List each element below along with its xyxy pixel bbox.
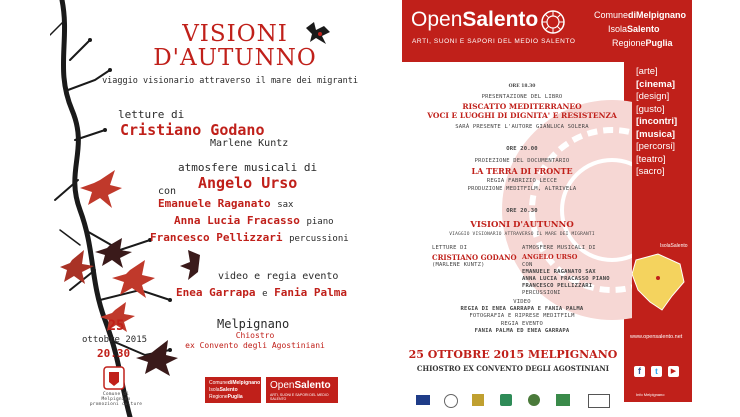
block2-time: ORE 20.00 bbox=[506, 146, 538, 152]
category-arte[interactable]: [arte] bbox=[636, 66, 658, 77]
category-design[interactable]: [design] bbox=[636, 91, 670, 102]
date-day: 25 bbox=[107, 318, 125, 334]
partner-text: Regione bbox=[612, 38, 646, 48]
category-musica[interactable]: [musica] bbox=[636, 128, 676, 140]
logo-text: Isola bbox=[209, 387, 220, 393]
map-label: IsolaSalento bbox=[660, 243, 688, 249]
logo-line bbox=[266, 377, 338, 391]
date-line: 25 OTTOBRE 2015 MELPIGNANO bbox=[408, 348, 618, 361]
block2-title: LA TERRA DI FRONTE bbox=[471, 166, 573, 176]
col2-performer: ANNA LUCIA FRACASSO PIANO bbox=[522, 276, 610, 282]
block1-time: ORE 18.30 bbox=[508, 84, 536, 89]
logo-line bbox=[205, 386, 261, 393]
brand-tagline: ARTI, SUONI E SAPORI DEL MEDIO SALENTO bbox=[412, 38, 576, 45]
website[interactable]: www.opensalento.net bbox=[630, 334, 683, 340]
sponsor-logo-icon bbox=[500, 394, 512, 406]
category-sacro[interactable]: [sacro] bbox=[636, 166, 665, 177]
logo-text: Salento bbox=[219, 387, 238, 393]
logo-opensalento bbox=[266, 377, 338, 403]
performer-instrument: piano bbox=[306, 217, 334, 227]
logo-text: Comune bbox=[209, 380, 228, 386]
performer-name: Anna Lucia Fracasso bbox=[174, 214, 300, 227]
block1-title2: VOCI E LUOGHI DI DIGNITA' E RESISTENZA bbox=[427, 111, 617, 120]
music-label: atmosfere musicali di bbox=[178, 161, 318, 174]
crest-icon bbox=[472, 394, 484, 406]
readings-label: letture di bbox=[118, 108, 185, 121]
performer-name: Francesco Pellizzari bbox=[150, 231, 283, 244]
video-label: video e regia evento bbox=[218, 271, 339, 282]
category-incontri[interactable]: [incontri] bbox=[636, 116, 678, 127]
category-gusto[interactable]: [gusto] bbox=[636, 103, 665, 115]
block3-title: VISIONI D'AUTUNNO bbox=[470, 220, 574, 230]
comune-emblem-icon bbox=[103, 366, 125, 390]
block2-label: PROIEZIONE DEL DOCUMENTARIO bbox=[474, 158, 570, 164]
partner-text: Isola bbox=[608, 24, 628, 34]
category-percorsi[interactable]: [percorsi] bbox=[636, 141, 676, 152]
col2-performer: EMANUELE RAGANATO SAX bbox=[522, 269, 596, 275]
category-cinema[interactable]: [cinema] bbox=[636, 78, 676, 90]
regia-line: FANIA PALMA ED ENEA GARRAPA bbox=[474, 328, 570, 334]
logo-text: Regione bbox=[209, 394, 228, 400]
sponsor-logo-icon bbox=[588, 394, 610, 408]
date-month: ottobre bbox=[82, 335, 120, 345]
performer-row bbox=[158, 197, 293, 210]
director-name: Fania Palma bbox=[274, 286, 348, 299]
date-month-year bbox=[82, 335, 147, 345]
venue-line: CHIOSTRO EX CONVENTO DEGLI AGOSTINIANI bbox=[416, 364, 610, 373]
logo-text: Puglia bbox=[227, 394, 243, 400]
youtube-icon[interactable]: ▶ bbox=[668, 366, 679, 377]
logo-line bbox=[205, 393, 261, 400]
sidebar-note: Info Melpignano bbox=[636, 392, 665, 397]
col1-sub: (MARLENE KUNTZ) bbox=[432, 262, 485, 268]
town-name: Melpignano bbox=[217, 317, 290, 331]
regia-label: REGIA EVENTO bbox=[500, 321, 544, 327]
block3-sub: VIAGGIO VISIONARIO ATTRAVERSO IL MARE DEI MIGRANTI bbox=[449, 232, 595, 237]
col2-con: CON bbox=[522, 262, 533, 268]
partner-isola bbox=[608, 24, 660, 34]
logo-text: Salento bbox=[294, 380, 331, 391]
block1-note: SARÀ PRESENTE L'AUTORE GIANLUCA SOLERA bbox=[455, 124, 589, 130]
poster-title-line2: D'AUTUNNO bbox=[153, 45, 317, 71]
date-time: 20.30 bbox=[97, 347, 131, 360]
sponsor-logo-icon bbox=[528, 394, 540, 406]
col1-name: CRISTIANO GODANO bbox=[432, 253, 517, 262]
partner-comune bbox=[594, 10, 686, 20]
leaves-illustration bbox=[60, 150, 200, 380]
twitter-icon[interactable]: t bbox=[651, 366, 662, 377]
block1-label: PRESENTAZIONE DEL LIBRO bbox=[481, 94, 563, 100]
col2-name: ANGELO URSO bbox=[522, 253, 578, 261]
right-poster bbox=[402, 0, 692, 417]
reader-sub: Marlene Kuntz bbox=[210, 138, 289, 149]
performer-row bbox=[174, 214, 334, 227]
opensalento-sun-icon bbox=[541, 10, 565, 34]
facebook-icon[interactable]: f bbox=[634, 366, 645, 377]
partner-text: Salento bbox=[627, 24, 660, 34]
logo-comune-melpignano bbox=[205, 377, 261, 403]
performer-row bbox=[150, 231, 349, 244]
date-year: 2015 bbox=[125, 335, 148, 345]
performer-name: Emanuele Raganato bbox=[158, 197, 271, 210]
block3-time: ORE 20.30 bbox=[506, 208, 538, 214]
col1-label: LETTURE DI bbox=[432, 245, 468, 251]
eu-flag-icon bbox=[416, 395, 430, 405]
col2-label: ATMOSFERE MUSICALI DI bbox=[522, 245, 596, 251]
map-icon bbox=[628, 250, 688, 314]
directors-conjunction: e bbox=[262, 289, 268, 299]
video-line: REGIA DI ENEA GARRAPA E FANIA PALMA bbox=[460, 306, 584, 312]
category-list bbox=[636, 66, 677, 179]
partner-regione bbox=[612, 38, 673, 48]
partner-text: diMelpignano bbox=[628, 10, 687, 20]
logo-line bbox=[205, 377, 261, 386]
col2-performer: FRANCESCO PELLIZZARI bbox=[522, 283, 593, 289]
leaf-icon bbox=[80, 170, 122, 208]
comune-label: Comune di Melpignano promozioni culture bbox=[89, 392, 143, 407]
category-teatro[interactable]: [teatro] bbox=[636, 153, 666, 165]
block2-note1: REGIA FABRIZIO LECCE bbox=[486, 178, 558, 184]
venue-line1: Chiostro bbox=[235, 331, 275, 340]
con-label: con bbox=[158, 186, 177, 197]
photo-line: FOTOGRAFIA E RIPRESE MEDITFILM bbox=[469, 313, 575, 319]
poster-subtitle: viaggio visionario attraverso il mare dei migranti bbox=[102, 76, 358, 86]
brand-logo bbox=[411, 8, 538, 32]
block1-title1: RISCATTO MEDITERRANEO bbox=[462, 102, 582, 111]
poster-title-line1: VISIONI bbox=[182, 21, 288, 47]
logo-tagline: ARTI, SUONI E SAPORI DEL MEDIO SALENTO bbox=[270, 393, 329, 401]
brand-text: Open bbox=[411, 8, 463, 31]
sponsor-strip bbox=[402, 389, 624, 417]
reader-name: Cristiano Godano bbox=[120, 121, 265, 139]
venue-line2: ex Convento degli Agostiniani bbox=[185, 341, 325, 350]
directors-line bbox=[176, 286, 347, 299]
musician-name: Angelo Urso bbox=[198, 174, 298, 192]
sponsor-logo-icon bbox=[556, 394, 570, 406]
director-name: Enea Garrapa bbox=[176, 286, 256, 299]
performer-instrument: percussioni bbox=[289, 234, 349, 244]
col2-performer-instrument: PERCUSSIONI bbox=[522, 290, 561, 296]
logo-text: diMelpignano bbox=[227, 380, 261, 386]
performer-instrument: sax bbox=[277, 200, 294, 210]
partner-text: Puglia bbox=[645, 38, 673, 48]
block2-note2: PRODUZIONE MEDITFILM, ALTRIVELA bbox=[467, 186, 577, 192]
brand-text: Salento bbox=[462, 8, 539, 31]
emblem-icon bbox=[444, 394, 458, 408]
logo-text: Open bbox=[270, 380, 295, 391]
partner-text: Comune bbox=[594, 10, 629, 20]
video-label: VIDEO bbox=[513, 299, 531, 305]
